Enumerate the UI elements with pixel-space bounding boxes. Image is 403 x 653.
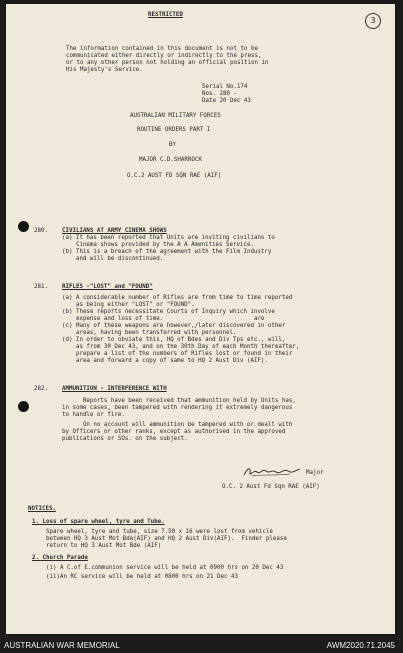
routine-orders-title: ROUTINE ORDERS PART I (137, 127, 211, 133)
order-281-line: as from 30 Dec 43, and on the 30th Day of each Month thereafter, (62, 344, 300, 350)
by-line: BY (169, 142, 176, 148)
footer-institution: AUSTRALIAN WAR MEMORIAL (4, 641, 120, 650)
signature-unit: O.C. 2 Aust Fd Sqn RAE (AIF) (222, 484, 320, 490)
order-282-line: Reports have been received that ammunition held by Units has, (62, 398, 296, 404)
order-281-line: expense and loss of time. are (62, 316, 265, 322)
notice-1-line: between HQ 3 Aust Mot Bde(AIF) and HQ 2 Aust Div(AIF). Finder please (46, 536, 287, 542)
notice-1-line: Spare wheel, tyre and tube, size 7.50 x 16 were lost from vehicle (46, 529, 273, 535)
order-280-line: Cinema shows provided by the A A Amenities Service. (62, 242, 254, 248)
notice-line-1: The information contained in this document is not to be (66, 46, 258, 52)
order-280-heading: CIVILIANS AT ARMY CINEMA SHOWS (62, 228, 167, 234)
signature-rank: Major (306, 470, 324, 476)
notice-2-title: 2. Church Parade (32, 555, 88, 561)
order-280-line: (a) It has been reported that Units are inviting civilians to (62, 235, 275, 241)
handwritten-signature (242, 465, 302, 479)
forces-title: AUSTRALIAN MILITARY FORCES (130, 113, 221, 119)
order-281-line: area and forward a copy of same to HQ 2 Aust Div (AIF). (62, 358, 268, 364)
notice-line-3: or to any other person not holding an official position in (66, 60, 269, 66)
order-282-line: On no account will ammunition be tampered with or dealt with (62, 422, 293, 428)
document-page (6, 4, 395, 634)
notice-line-2: communicated either directly or indirectly to the press, (66, 53, 262, 59)
notice-1-title: 1. Loss of spare wheel, tyre and Tube. (32, 519, 165, 525)
footer-bar (0, 638, 403, 653)
order-281-line: (c) Many of these weapons are however,/later discovered in other (62, 323, 286, 329)
order-282-line: publications or SOs. on the subject. (62, 436, 188, 442)
order-282-number: 282. (34, 386, 48, 392)
order-numbers: Nos. 280 - (202, 91, 237, 97)
order-281-heading: RIFLES -"LOST" and "FOUND" (62, 284, 153, 290)
major-name: MAJOR C.D.SHARROCK (139, 157, 202, 163)
notice-2-line: (ii)An RC service will be held at 0800 hrs on 21 Dec 43 (46, 574, 238, 580)
punch-hole (18, 221, 29, 232)
order-281-number: 281. (34, 284, 48, 290)
punch-hole (18, 401, 29, 412)
order-281-line: areas, having been transferred with personnel. (62, 330, 237, 336)
serial-number: Serial No.174 (202, 84, 248, 90)
order-282-line: by Officers or other ranks, except as authorised in the approved (62, 429, 286, 435)
page-number-stamp: 3 (365, 13, 381, 29)
notice-line-4: His Majesty's Service. (66, 67, 143, 73)
order-281-line: (a) A considerable number of Rifles are from time to time reported (62, 295, 293, 301)
order-282-line: to handle or fire. (62, 412, 125, 418)
notice-1-line: return to HQ 3 Aust Mot Bde (AIF) (46, 543, 162, 549)
order-281-line: (b) These reports necessitate Courts of Inquiry which involve (62, 309, 275, 315)
order-281-line: (d) In order to obviate this, HQ of Bdes and Div Tps etc., will, (62, 337, 286, 343)
notice-2-line: (i) A C.of E.communion service will be held at 0900 hrs on 20 Dec 43 (46, 565, 284, 571)
notices-heading: NOTICES. (28, 506, 56, 512)
oc-title: O.C.2 AUST FD SQN RAE (AIF) (127, 173, 222, 179)
order-281-line: prepare a list of the numbers of Rifles lost or found in their (62, 351, 293, 357)
order-date: Date 20 Dec 43 (202, 98, 251, 104)
order-282-heading: AMMUNITION - INTERFERENCE WITH (62, 386, 167, 392)
restricted-heading: RESTRICTED (148, 12, 183, 18)
order-281-line: as being either "LOST" or "FOUND". (62, 302, 195, 308)
footer-accession-number: AWM2020.71.2045 (326, 641, 395, 650)
order-282-line: in some cases, been tampered with rendering it extremely dangerous (62, 405, 293, 411)
order-280-line: (b) This is a breach of the agreement with the Film Industry (62, 249, 272, 255)
order-280-number: 280. (34, 228, 48, 234)
order-280-line: and will be discontinued. (62, 256, 164, 262)
